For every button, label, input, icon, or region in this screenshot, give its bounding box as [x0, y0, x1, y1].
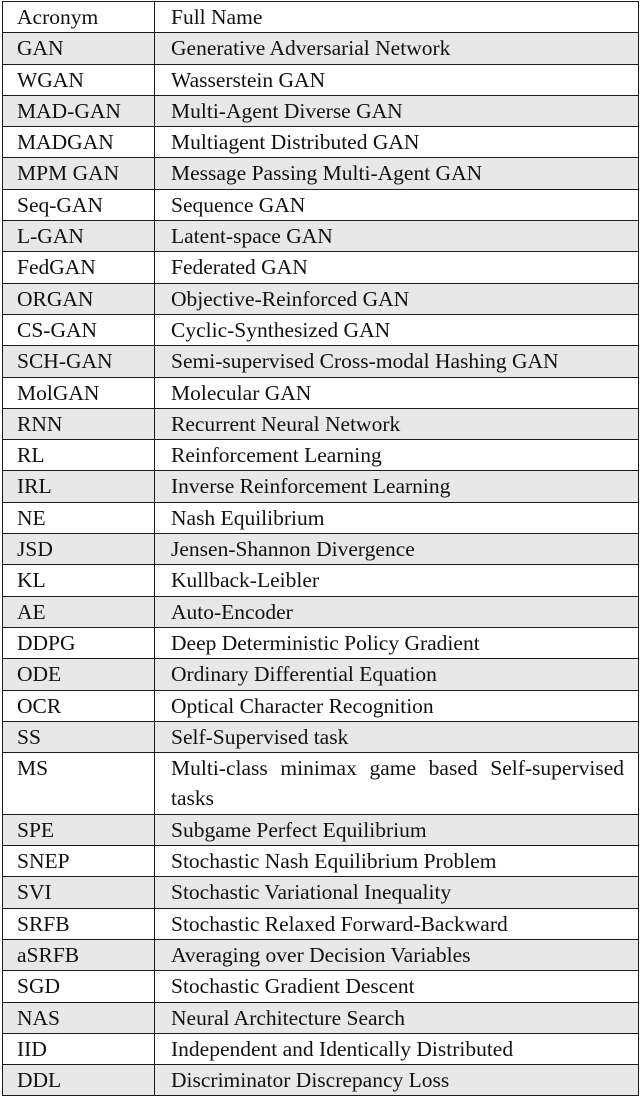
full-name-cell: Neural Architecture Search [155, 1002, 639, 1033]
acronym-cell: ORGAN [3, 283, 155, 314]
full-name-cell: Reinforcement Learning [155, 440, 639, 471]
full-name-cell: Federated GAN [155, 252, 639, 283]
acronym-cell: DDPG [3, 627, 155, 658]
acronym-cell: MS [3, 753, 155, 815]
header-acronym: Acronym [3, 2, 155, 33]
table-row [3, 440, 639, 471]
full-name-cell: Optical Character Recognition [155, 690, 639, 721]
full-name-cell: Cyclic-Synthesized GAN [155, 314, 639, 345]
full-name-cell: Averaging over Decision Variables [155, 939, 639, 970]
full-name-cell: Multiagent Distributed GAN [155, 127, 639, 158]
table-row [3, 1002, 639, 1033]
acronym-cell: RL [3, 440, 155, 471]
full-name-cell: Stochastic Gradient Descent [155, 971, 639, 1002]
acronym-cell: DDL [3, 1065, 155, 1096]
header-row [3, 2, 639, 33]
table-row [3, 659, 639, 690]
full-name-cell: Stochastic Nash Equilibrium Problem [155, 846, 639, 877]
table-row [3, 908, 639, 939]
full-name-cell: Semi-supervised Cross-modal Hashing GAN [155, 346, 639, 377]
full-name-cell: Nash Equilibrium [155, 502, 639, 533]
full-name-cell: Molecular GAN [155, 377, 639, 408]
table-row [3, 1065, 639, 1096]
full-name-cell: Latent-space GAN [155, 221, 639, 252]
acronym-cell: FedGAN [3, 252, 155, 283]
full-name-cell: Ordinary Differential Equation [155, 659, 639, 690]
table-row [3, 158, 639, 189]
acronym-cell: IID [3, 1033, 155, 1064]
full-name-cell: Inverse Reinforcement Learning [155, 471, 639, 502]
full-name-cell: Auto-Encoder [155, 596, 639, 627]
acronym-cell: WGAN [3, 64, 155, 95]
table-row [3, 596, 639, 627]
acronym-cell: SS [3, 721, 155, 752]
table-row [3, 939, 639, 970]
acronym-cell: MolGAN [3, 377, 155, 408]
table-row [3, 627, 639, 658]
table-row [3, 565, 639, 596]
acronym-cell: JSD [3, 534, 155, 565]
acronym-table [2, 1, 639, 1096]
acronym-cell: CS-GAN [3, 314, 155, 345]
full-name-cell: Stochastic Relaxed Forward-Backward [155, 908, 639, 939]
acronym-cell: MAD-GAN [3, 95, 155, 126]
table-row [3, 721, 639, 752]
acronym-cell: SNEP [3, 846, 155, 877]
table-row [3, 346, 639, 377]
acronym-cell: MPM GAN [3, 158, 155, 189]
table-row [3, 408, 639, 439]
acronym-cell: RNN [3, 408, 155, 439]
table-row [3, 971, 639, 1002]
full-name-cell: Discriminator Discrepancy Loss [155, 1065, 639, 1096]
table-row [3, 1033, 639, 1064]
table-row [3, 690, 639, 721]
table-row [3, 33, 639, 64]
table-row [3, 252, 639, 283]
table-row [3, 283, 639, 314]
table-row [3, 471, 639, 502]
full-name-cell: Message Passing Multi-Agent GAN [155, 158, 639, 189]
acronym-cell: Seq-GAN [3, 189, 155, 220]
full-name-cell: Recurrent Neural Network [155, 408, 639, 439]
full-name-cell: Multi-class minimax game based Self-supervised tasks [155, 753, 639, 815]
full-name-cell: Stochastic Variational Inequality [155, 877, 639, 908]
table-row [3, 502, 639, 533]
table-row [3, 846, 639, 877]
table-row [3, 877, 639, 908]
acronym-cell: SGD [3, 971, 155, 1002]
header-full-name: Full Name [155, 2, 639, 33]
full-name-cell: Generative Adversarial Network [155, 33, 639, 64]
full-name-cell: Objective-Reinforced GAN [155, 283, 639, 314]
full-name-cell: Sequence GAN [155, 189, 639, 220]
table-row [3, 95, 639, 126]
acronym-cell: ODE [3, 659, 155, 690]
acronym-cell: NAS [3, 1002, 155, 1033]
table-body [3, 33, 639, 1096]
table-row [3, 814, 639, 845]
acronym-cell: GAN [3, 33, 155, 64]
table-row [3, 189, 639, 220]
full-name-cell: Independent and Identically Distributed [155, 1033, 639, 1064]
full-name-cell: Self-Supervised task [155, 721, 639, 752]
acronym-cell: SPE [3, 814, 155, 845]
table-row [3, 221, 639, 252]
table-row [3, 127, 639, 158]
acronym-cell: OCR [3, 690, 155, 721]
acronym-cell: MADGAN [3, 127, 155, 158]
acronym-cell: L-GAN [3, 221, 155, 252]
table-row [3, 753, 639, 815]
acronym-cell: aSRFB [3, 939, 155, 970]
table-row [3, 377, 639, 408]
table-row [3, 314, 639, 345]
acronym-cell: IRL [3, 471, 155, 502]
full-name-cell: Subgame Perfect Equilibrium [155, 814, 639, 845]
full-name-cell: Deep Deterministic Policy Gradient [155, 627, 639, 658]
full-name-cell: Jensen-Shannon Divergence [155, 534, 639, 565]
acronym-cell: NE [3, 502, 155, 533]
table-header [3, 2, 639, 33]
acronym-cell: KL [3, 565, 155, 596]
table-row [3, 64, 639, 95]
full-name-cell: Kullback-Leibler [155, 565, 639, 596]
acronym-cell: SRFB [3, 908, 155, 939]
acronym-cell: AE [3, 596, 155, 627]
acronym-cell: SCH-GAN [3, 346, 155, 377]
full-name-cell: Wasserstein GAN [155, 64, 639, 95]
full-name-cell: Multi-Agent Diverse GAN [155, 95, 639, 126]
acronym-cell: SVI [3, 877, 155, 908]
table-row [3, 534, 639, 565]
